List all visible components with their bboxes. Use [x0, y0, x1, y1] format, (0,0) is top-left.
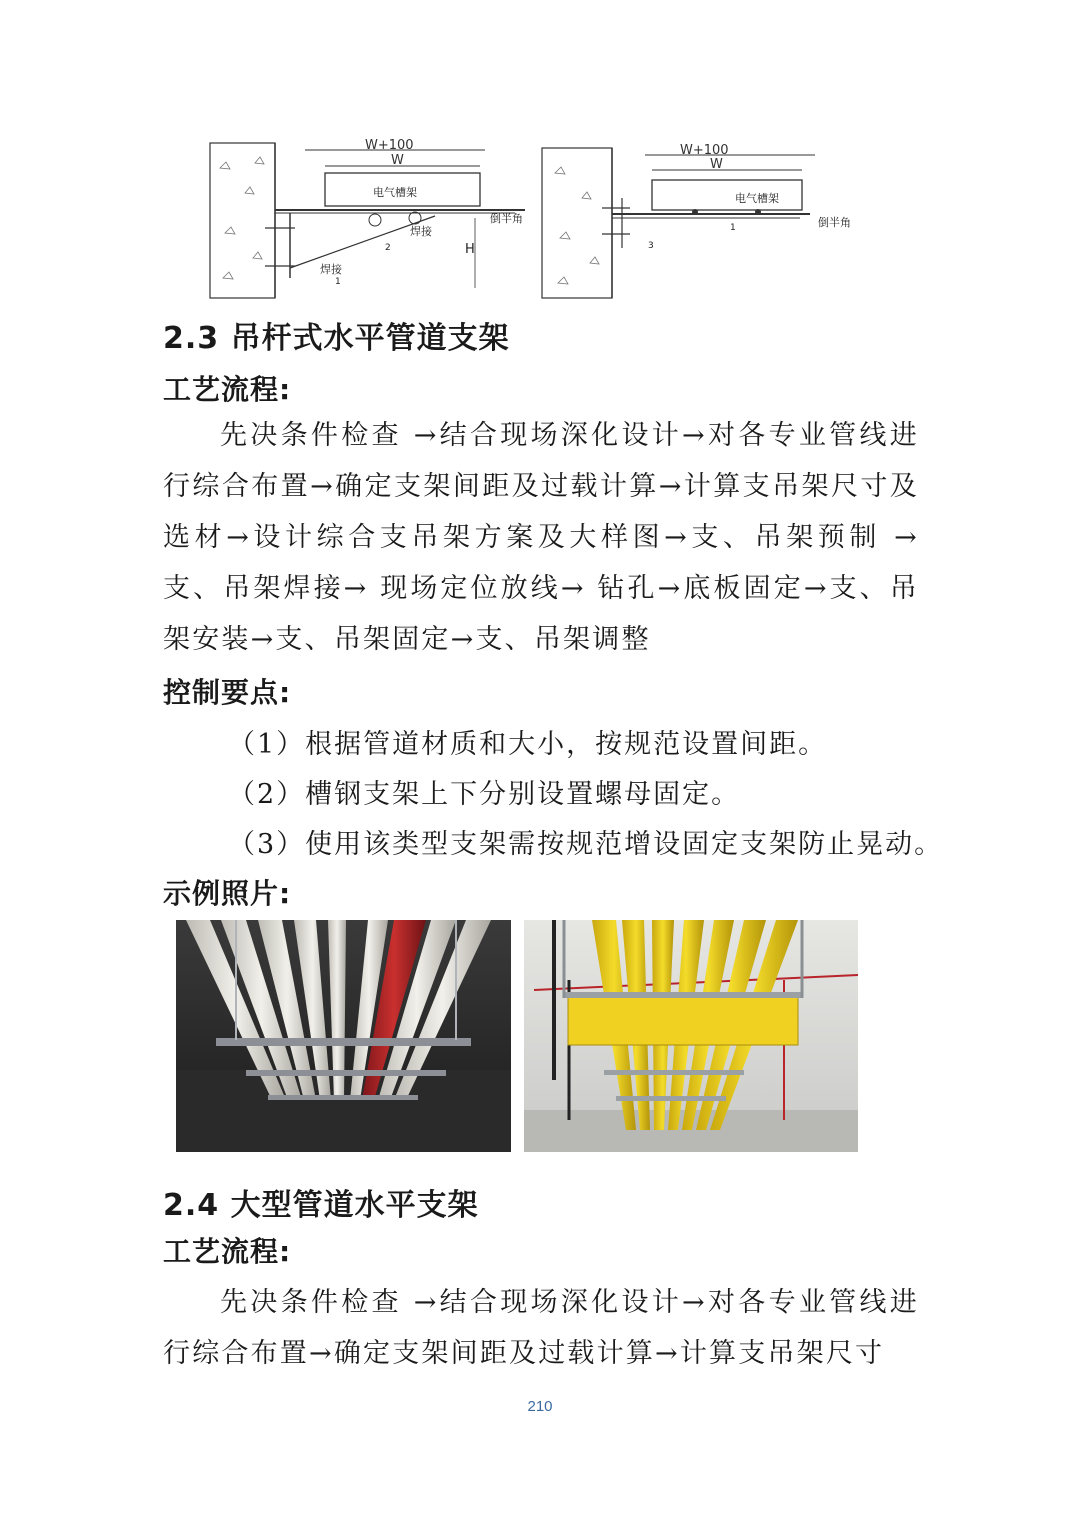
- process-text-2-3: 先决条件检查 →结合现场深化设计→对各专业管线进行综合布置→确定支架间距及过载计算→计算支吊架尺寸及选材→设计综合支吊架方案及大样图→支、吊架预制 →支、吊架焊接→ 现场定位放线→ 钻孔→底板固定→支、吊架安装→支、吊架固定→支、吊架调整: [163, 420, 919, 655]
- control-points-heading: 控制要点:: [163, 676, 292, 709]
- control-point-1: （1）根据管道材质和大小，按规范设置间距。: [228, 729, 828, 760]
- label-tray-right: 电气槽架: [735, 192, 779, 205]
- label-weld-left: 焊接: [410, 225, 432, 238]
- section-2-4-title: 2.4 大型管道水平支架: [163, 1188, 479, 1223]
- label-n2-left: 2: [385, 243, 391, 253]
- dim-outer-left: W+100: [365, 138, 414, 153]
- process-heading-2-4: 工艺流程:: [163, 1235, 292, 1268]
- bracket-drawing-right: [530, 138, 880, 303]
- label-n1-right: 1: [730, 223, 736, 233]
- example-photos-heading: 示例照片:: [163, 877, 292, 910]
- process-text-2-4: 先决条件检查 →结合现场深化设计→对各专业管线进行综合布置→确定支架间距及过载计算→计算支吊架尺寸: [163, 1287, 919, 1369]
- label-chamfer-right: 倒半角: [818, 216, 851, 229]
- label-n1-left: 1: [335, 277, 341, 287]
- dim-inner-left: W: [391, 153, 404, 168]
- bracket-drawing-left: [195, 138, 540, 303]
- dim-outer-right: W+100: [680, 143, 729, 158]
- process-heading-2-3: 工艺流程:: [163, 373, 292, 406]
- example-photo-yellow-pipes: [524, 920, 858, 1152]
- control-point-3: （3）使用该类型支架需按规范增设固定支架防止晃动。: [228, 829, 944, 860]
- label-chamfer-left: 倒半角: [490, 212, 523, 225]
- label-weld2-left: 焊接: [320, 263, 342, 276]
- label-tray-left: 电气槽架: [373, 186, 417, 199]
- example-photo-white-pipes: [176, 920, 511, 1152]
- dim-inner-right: W: [710, 157, 723, 172]
- label-n3-right: 3: [648, 241, 654, 251]
- control-point-2: （2）槽钢支架上下分别设置螺母固定。: [228, 779, 741, 810]
- label-h-left: H: [465, 242, 475, 257]
- section-2-3-title: 2.3 吊杆式水平管道支架: [163, 321, 510, 356]
- page-number: 210: [527, 1398, 553, 1415]
